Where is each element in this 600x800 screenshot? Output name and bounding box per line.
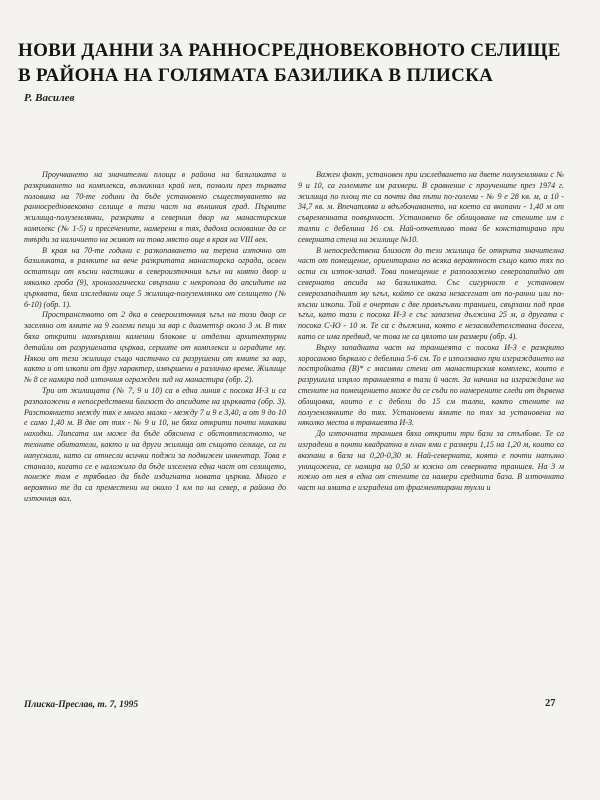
article-title (18, 38, 588, 88)
paragraph: До източната траншея бяха открити три бази за стълбове. Те са изградени в почти квадратна в план ями с размери 1,15 на 1,20 м, които са вкопани в база на 0,20-0,30 м. Най-северната, която е почти напълно унищожена, се намира на 0,50 м южно от северната траншея. На 3 м южно от нея в една от стените са намери среднита база. В източната част на ямата е изградена от фрагментирани тухли и (298, 429, 564, 493)
paragraph: Пространството от 2 дка в североизточния ъгъл на този двор се заселяно от ямите на 9 големи пещи за вар с диаметър около 3 м. В тях бяха открити нахвърляни каменни блокове и отделни архитектурни детайли от разрушената църква, сериите от комплекса и оградите му. Някои от тези жилища също частично са разрушени от ямите за вар, както и от изкопи от друг характер, извършени в различно време. Жилище № 8 се намира под източния огражден зид на манастира (обр. 2). (24, 310, 286, 385)
right-column (298, 170, 564, 494)
paragraph: Проучването на значителни площи в района на базиликата и разкриването на комплекса, възникнал край нея, позволи през първата половина на 70-те години да бъде установено съществуването на ранносредновековно селище в тази част на външния град. Първите жилища-полуземлянки, разкрити в северния двор на манастирския комплекс (№ 1-5) и пресечените, намерени в тях, дадоха основание да се твърди за наличието на живот на това място още в края на VIII век. (24, 170, 286, 244)
title-line-1: НОВИ ДАННИ ЗА РАННОСРЕДНОВЕКОВНОТО СЕЛИЩЕ (18, 40, 561, 61)
page-number: 27 (545, 698, 556, 709)
title-line-2: В РАЙОНА НА ГОЛЯМАТА БАЗИЛИКА В ПЛИСКА (18, 65, 494, 86)
journal-citation: Плиска-Преслав, т. 7, 1995 (24, 700, 139, 710)
paragraph: В непосредствена близост до тези жилища бе открита значителна част от помещение, ориентирано по всяка вероятност също като тях по оста си изток-запад. Това помещение е разположено северозападно от северната апсида на базиликата. Със сигурност е установен северозападният му ъгъл, който се оказа незасегнат от по-ранни или по-късни изкопи. Той е очертан с две правъгълни траншеи, свързани под прав ъгъл, като тази с посока И-З е със запазена дължина 25 м, а другата с посока С-Ю - 10 м. Те са с дължина, която е незасвидетелствана досега, като се има предвид, че това не са цялото им размери (обр. 4). (298, 245, 564, 341)
paragraph: Върху западната част на траншеята с посока И-З е разкрито хоросаново бъркало с дебелина 5-6 см. То е използвано при изграждането на постройката (В)* с масивни стени от манастирския комплекс, които е разрушила изцяло траншеята в тази й част. За начина на изграждане на стените на помещението може да се съди по намерените следи от дървена облицовка, които е с дебели до 15 см талпи, както стените на полуземлянките до тях. Установени ямите по тях за установена на няколко места в траншеята И-З. (298, 342, 565, 428)
left-column (24, 170, 286, 505)
paragraph: В края на 70-те години с разкопаването на терена източно от базиликата, в рамките на вече разкритата манастирска ограда, освен остатъци от късни настилки в североизточния ъгъл на която двор и няколко гроба (9), хронологически свързани с некропола до апсидите на църквата, бяха изследвани още 5 жилища-полуземлянки от селището (№ 6-10) (обр. 1). (24, 245, 286, 309)
author-name: Р. Василев (24, 92, 75, 104)
paragraph: Важен факт, установен при изследването на двете полуземлянки с № 9 и 10, са големите им размери. В сравнение с проучените през 1974 г. жилища по площ те са почти два пъти по-големи - № 9 е 28 кв. м, а 10 - 34,7 кв. м. Впечатлява и вдълбочаването, на което са вкопани - 1,40 м от съвременната повърхност. Установено бе облицоване на стените им с талпи с дебелина 16 см. Най-отчетливо това бе констатирано при северната стена на жилище №10. (298, 170, 564, 244)
paragraph: Три от жилищата (№ 7, 9 и 10) са в една линия с посока И-З и са разположени в непосредствена близост до апсидите на църквата (обр. 3). Разстоянието между тях е много малко - между 7 и 9 е 3,40, а от 9 до 10 е само 1,40 м. В две от тях - № 9 и 10, не бяха открити почти никакви находки. Липсата им може да бъде обяснена с обстоятелството, че техните обитатели, както и на други жилища от същото селище, са ги напуснали, като са отнесли всички поджи за подвижен инвентар. Това е станало, когато се е наложило да бъде изселена една част от селището, понеже там е трябвало да бъде издигната новата църква. Много е вероятно те да са преместени на около 1 км по на север, в района до източния вал. (24, 385, 286, 503)
